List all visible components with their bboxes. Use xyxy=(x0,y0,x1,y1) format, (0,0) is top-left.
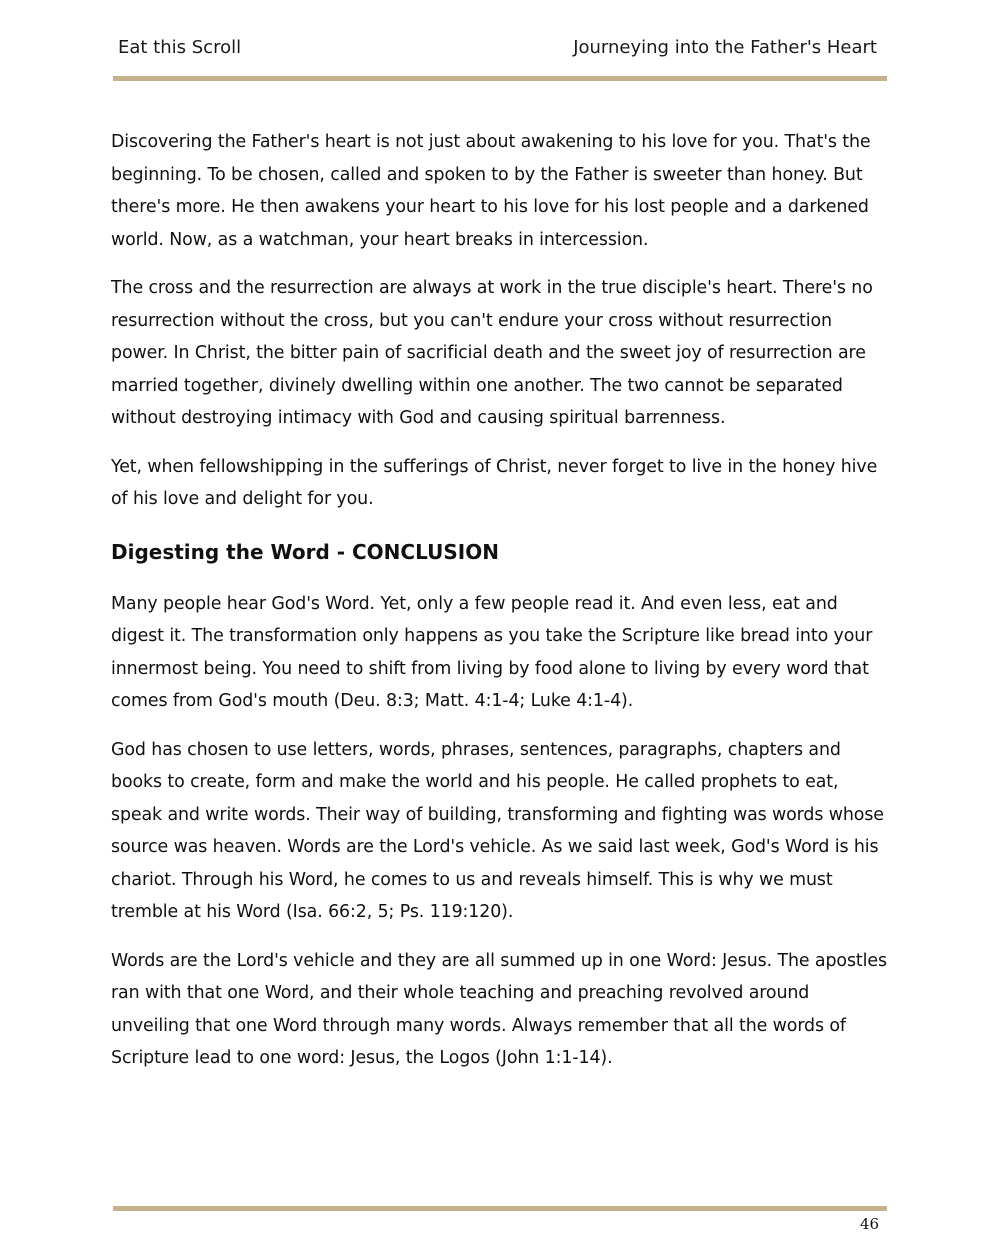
paragraph: God has chosen to use letters, words, phrases, sentences, paragraphs, chapters and books to create, form and make the world and his people. He called prophets to eat, speak and write words. Their way of building, transforming and fighting was words whose source was heaven. Words are the Lord's vehicle. As we said last week, God's Word is his chariot. Through his Word, he comes to us and reveals himself. This is why we must tremble at his Word (Isa. 66:2, 5; Ps. 119:120). xyxy=(111,739,884,922)
paragraph: Words are the Lord's vehicle and they are all summed up in one Word: Jesus. The apostles ran with that one Word, and their whole teaching and preaching revolved around unveiling that one Word through many words. Always remember that all the words of Scripture lead to one word: Jesus, the Logos (John 1:1-14). xyxy=(111,950,887,1068)
page-body xyxy=(111,126,887,1091)
header-rule xyxy=(113,76,887,81)
paragraph: Many people hear God's Word. Yet, only a few people read it. And even less, eat and digest it. The transformation only happens as you take the Scripture like bread into your innermost being. You need to shift from living by food alone to living by every word that comes from God's mouth (Deu. 8:3; Matt. 4:1-4; Luke 4:1-4). xyxy=(111,593,873,711)
page-number: 46 xyxy=(860,1215,880,1233)
paragraph: The cross and the resurrection are always at work in the true disciple's heart. There's no resurrection without the cross, but you can't endure your cross without resurrection power. In Christ, the bitter pain of sacrificial death and the sweet joy of resurrection are married together, divinely dwelling within one another. The two cannot be separated without destroying intimacy with God and causing spiritual barrenness. xyxy=(111,278,873,428)
paragraph: Yet, when fellowshipping in the sufferings of Christ, never forget to live in the honey hive of his love and delight for you. xyxy=(111,456,878,509)
book-title: Eat this Scroll xyxy=(118,37,242,58)
section-heading: Digesting the Word - CONCLUSION xyxy=(111,539,499,564)
footer-rule xyxy=(113,1206,887,1211)
paragraph: Discovering the Father's heart is not just about awakening to his love for you. That's the beginning. To be chosen, called and spoken to by the Father is sweeter than honey. But there's more. He then awakens your heart to his love for his lost people and a darkened world. Now, as a watchman, your heart breaks in intercession. xyxy=(111,132,871,250)
chapter-title: Journeying into the Father's Heart xyxy=(573,37,877,58)
